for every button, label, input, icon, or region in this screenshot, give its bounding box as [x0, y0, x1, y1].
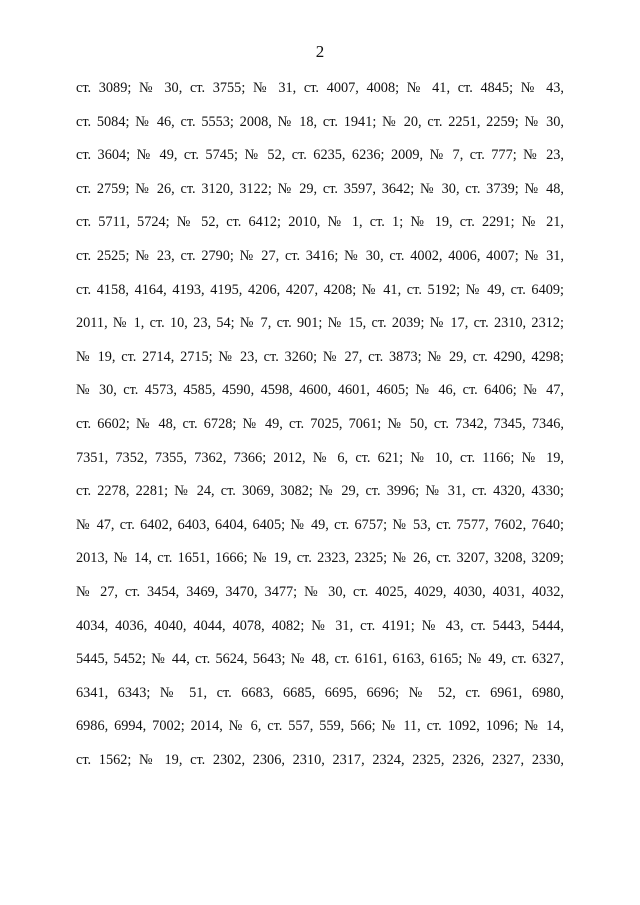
text-line: ст. 3089; № 30, ст. 3755; № 31, ст. 4007, 4008; № 41, ст. 4845; № 43, — [76, 80, 564, 96]
text-line: № 27, ст. 3454, 3469, 3470, 3477; № 30, ст. 4025, 4029, 4030, 4031, 4032, — [76, 583, 564, 600]
text-line: № 47, ст. 6402, 6403, 6404, 6405; № 49, ст. 6757; № 53, ст. 7577, 7602, 7640; — [76, 516, 564, 533]
text-line: 5445, 5452; № 44, ст. 5624, 5643; № 48, ст. 6161, 6163, 6165; № 49, ст. 6327, — [76, 651, 564, 668]
text-line: ст. 6602; № 48, ст. 6728; № 49, ст. 7025, 7061; № 50, ст. 7342, 7345, 7346, — [76, 415, 564, 432]
text-line: ст. 5711, 5724; № 52, ст. 6412; 2010, № 1, ст. 1; № 19, ст. 2291; № 21, — [76, 214, 564, 231]
text-line: № 19, ст. 2714, 2715; № 23, ст. 3260; № 27, ст. 3873; № 29, ст. 4290, 4298; — [76, 348, 564, 365]
text-line: 6341, 6343; № 51, ст. 6683, 6685, 6695, 6696; № 52, ст. 6961, 6980, — [76, 684, 564, 701]
text-line: ст. 4158, 4164, 4193, 4195, 4206, 4207, 4208; № 41, ст. 5192; № 49, ст. 6409; — [76, 281, 564, 298]
text-line: 6986, 6994, 7002; 2014, № 6, ст. 557, 559, 566; № 11, ст. 1092, 1096; № 14, — [76, 718, 564, 735]
text-line: № 30, ст. 4573, 4585, 4590, 4598, 4600, 4601, 4605; № 46, ст. 6406; № 47, — [76, 382, 564, 399]
text-line: 4034, 4036, 4040, 4044, 4078, 4082; № 31, ст. 4191; № 43, ст. 5443, 5444, — [76, 617, 564, 634]
text-line: ст. 2525; № 23, ст. 2790; № 27, ст. 3416; № 30, ст. 4002, 4006, 4007; № 31, — [76, 247, 564, 264]
text-line: 7351, 7352, 7355, 7362, 7366; 2012, № 6, ст. 621; № 10, ст. 1166; № 19, — [76, 449, 564, 466]
text-line: ст. 2278, 2281; № 24, ст. 3069, 3082; № 29, ст. 3996; № 31, ст. 4320, 4330; — [76, 483, 564, 500]
page-number: 2 — [315, 42, 325, 61]
text-line: ст. 1562; № 19, ст. 2302, 2306, 2310, 2317, 2324, 2325, 2326, 2327, 2330, — [76, 751, 564, 768]
body-text — [76, 78, 564, 783]
text-line: 2011, № 1, ст. 10, 23, 54; № 7, ст. 901; № 15, ст. 2039; № 17, ст. 2310, 2312; — [76, 315, 564, 332]
text-line: ст. 3604; № 49, ст. 5745; № 52, ст. 6235, 6236; 2009, № 7, ст. 777; № 23, — [76, 147, 564, 164]
text-line: ст. 5084; № 46, ст. 5553; 2008, № 18, ст. 1941; № 20, ст. 2251, 2259; № 30, — [76, 113, 564, 130]
text-line: 2013, № 14, ст. 1651, 1666; № 19, ст. 2323, 2325; № 26, ст. 3207, 3208, 3209; — [76, 550, 564, 567]
text-line: ст. 2759; № 26, ст. 3120, 3122; № 29, ст. 3597, 3642; № 30, ст. 3739; № 48, — [76, 180, 564, 197]
